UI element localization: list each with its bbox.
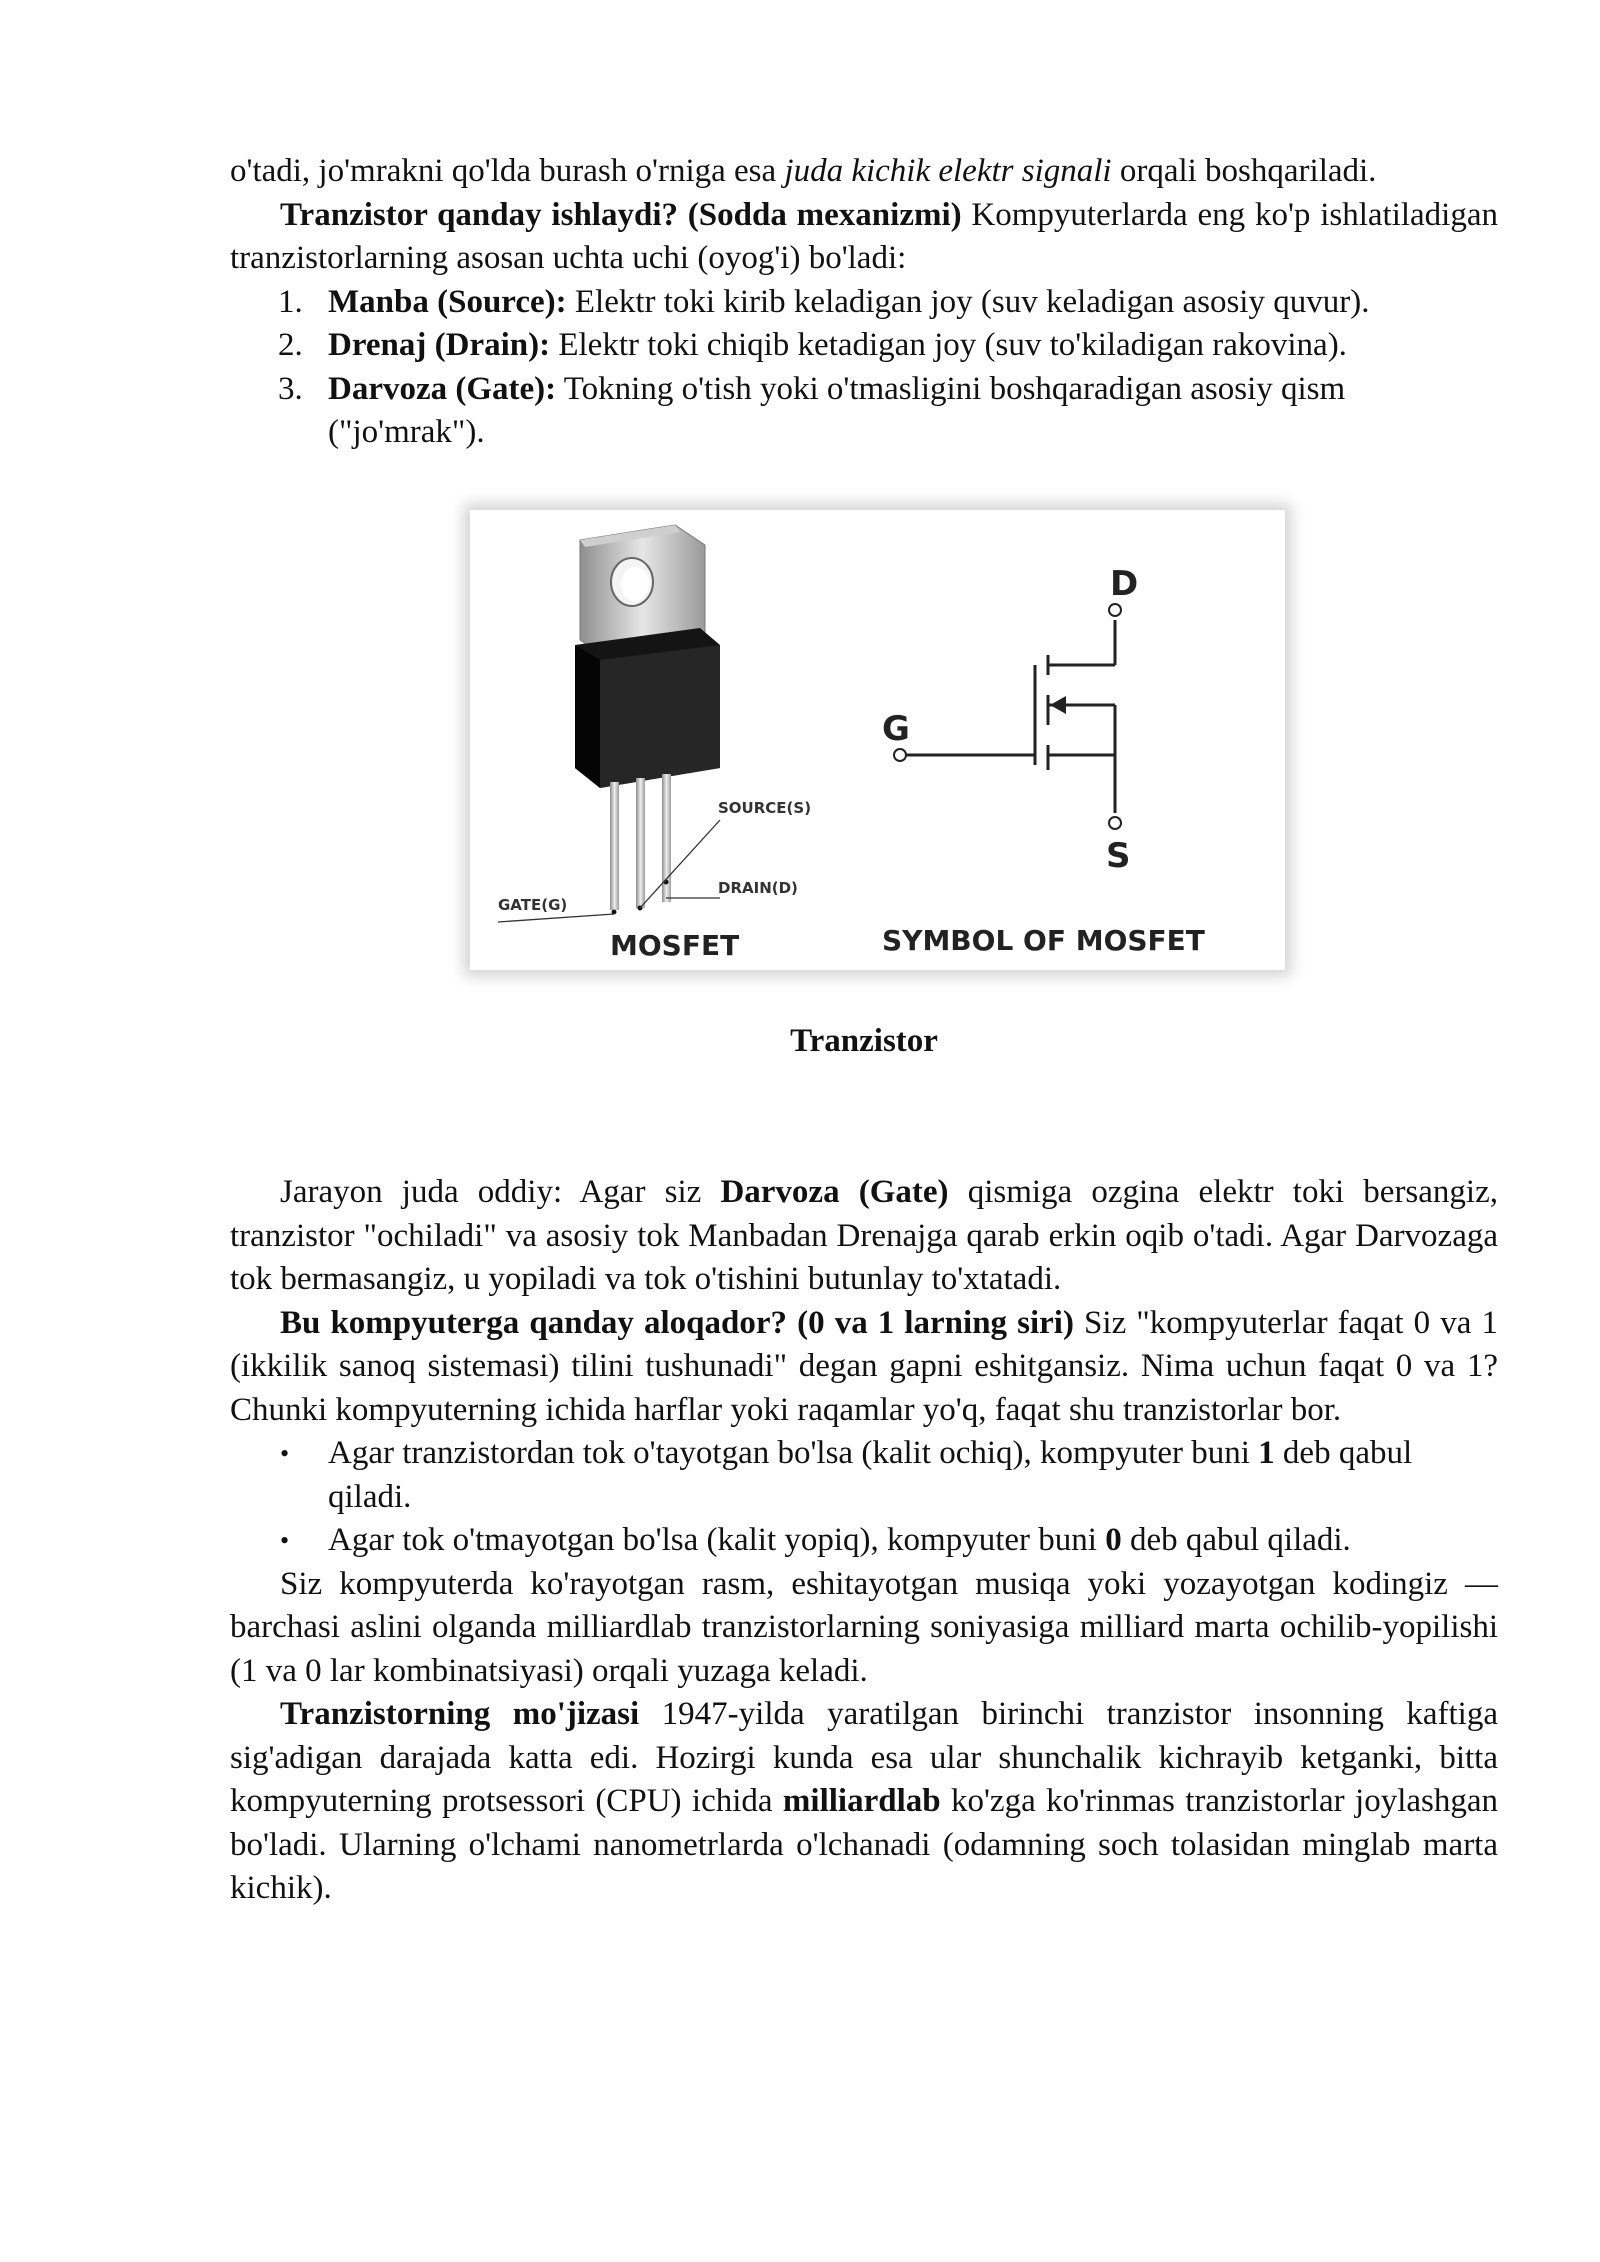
bullet-icon: • bbox=[280, 1439, 290, 1468]
figure-caption: Tranzistor bbox=[790, 1022, 938, 1059]
mosfet-figure bbox=[470, 510, 1285, 970]
list-item: • Agar tranzistordan tok o'tayotgan bo'lsa (kalit ochiq), kompyuter buni 1 deb qabul qiladi. bbox=[230, 1432, 1498, 1519]
list-item: 3. Darvoza (Gate): Tokning o'tish yoki o'tmasligini boshqaradigan asosiy qism ("jo'mrak"). bbox=[278, 370, 1346, 450]
paragraph-combination: Siz kompyuterda ko'rayotgan rasm, eshitayotgan musiqa yoki yozayotgan kodingiz — barchasi aslini olganda milliardlab tranzistorlarning soniyasiga milliard marta ochilib-yopilishi (1 va 0 lar kombinatsiyasi) orqali yuzaga keladi. bbox=[230, 1565, 1498, 1689]
paragraph-binary: Bu kompyuterga qanday aloqador? (0 va 1 larning siri) Siz "kompyuterlar faqat 0 va 1 (ikkilik sanoq sistemasi) tilini tushunadi" degan gapni eshitgansiz. Nima uchun faqat 0 va 1? Chunki kompyuterning ichida harflar yoki raqamlar yo'q, faqat shu tranzistorlar bor. bbox=[230, 1304, 1498, 1428]
document-page bbox=[230, 150, 1498, 1911]
paragraph-how-it-works: Tranzistor qanday ishlaydi? (Sodda mexanizmi) Kompyuterlarda eng ko'p ishlatiladigan tranzistorlarning asosan uchta uchi (oyog'i) bo'ladi: bbox=[230, 196, 1498, 276]
list-item: 1. Manba (Source): Elektr toki kirib keladigan joy (suv keladigan asosiy quvur). bbox=[278, 283, 1370, 320]
section-heading: Bu kompyuterga qanday aloqador? (0 va 1 larning siri) bbox=[280, 1304, 1074, 1341]
figure-container bbox=[230, 455, 1498, 1000]
transistor-legs bbox=[610, 774, 671, 915]
binary-list bbox=[230, 1432, 1498, 1563]
symbol-s-label: S bbox=[1106, 835, 1131, 876]
drain-label: DRAIN(D) bbox=[718, 878, 798, 897]
source-label: SOURCE(S) bbox=[718, 798, 812, 817]
paragraph-miracle: Tranzistorning mo'jizasi 1947-yilda yaratilgan birinchi tranzistor insonning kaftiga sig'adigan darajada katta edi. Hozirgi kunda esa ular shunchalik kichrayib ketganki, bitta kompyuterning protsessori (CPU) ichida milliardlab ko'zga ko'rinmas tranzistorlar joylashgan bo'ladi. Ularning o'lchami nanometrlarda o'lchanadi (odamning soch tolasidan minglab marta kichik). bbox=[230, 1696, 1498, 1906]
bullet-icon: • bbox=[280, 1526, 290, 1555]
gate-label: GATE(G) bbox=[498, 895, 568, 914]
transistor-package bbox=[575, 525, 720, 788]
paragraph-process: Jarayon juda oddiy: Agar siz Darvoza (Gate) qismiga ozgina elektr toki bersangiz, tranzistor "ochiladi" va asosiy tok Manbadan Drenajga qarab erkin oqib o'tadi. Agar Darvozaga tok bermasangiz, u yopiladi va tok o'tishini butunlay to'xtatadi. bbox=[230, 1174, 1498, 1297]
mosfet-symbol bbox=[894, 604, 1121, 829]
terminal-list bbox=[230, 281, 1498, 455]
section-heading: Tranzistor qanday ishlaydi? (Sodda mexanizmi) bbox=[280, 196, 962, 233]
section-heading: Tranzistorning mo'jizasi bbox=[280, 1696, 640, 1732]
list-item: • Agar tok o'tmayotgan bo'lsa (kalit yopiq), kompyuter buni 0 deb qabul qiladi. bbox=[230, 1519, 1498, 1563]
symbol-d-label: D bbox=[1110, 563, 1139, 604]
list-item: 2. Drenaj (Drain): Elektr toki chiqib ketadigan joy (suv to'kiladigan rakovina). bbox=[278, 327, 1347, 363]
mosfet-title: MOSFET bbox=[610, 928, 740, 962]
symbol-title: SYMBOL OF MOSFET bbox=[882, 923, 1205, 957]
mosfet-illustration bbox=[470, 510, 1285, 970]
emphasis-text: juda kichik elektr signali bbox=[784, 153, 1112, 189]
arrow-icon bbox=[1050, 696, 1066, 714]
symbol-g-label: G bbox=[882, 708, 910, 749]
paragraph-intro: o'tadi, jo'mrakni qo'lda burash o'rniga esa juda kichik elektr signali orqali boshqariladi. bbox=[230, 153, 1377, 189]
